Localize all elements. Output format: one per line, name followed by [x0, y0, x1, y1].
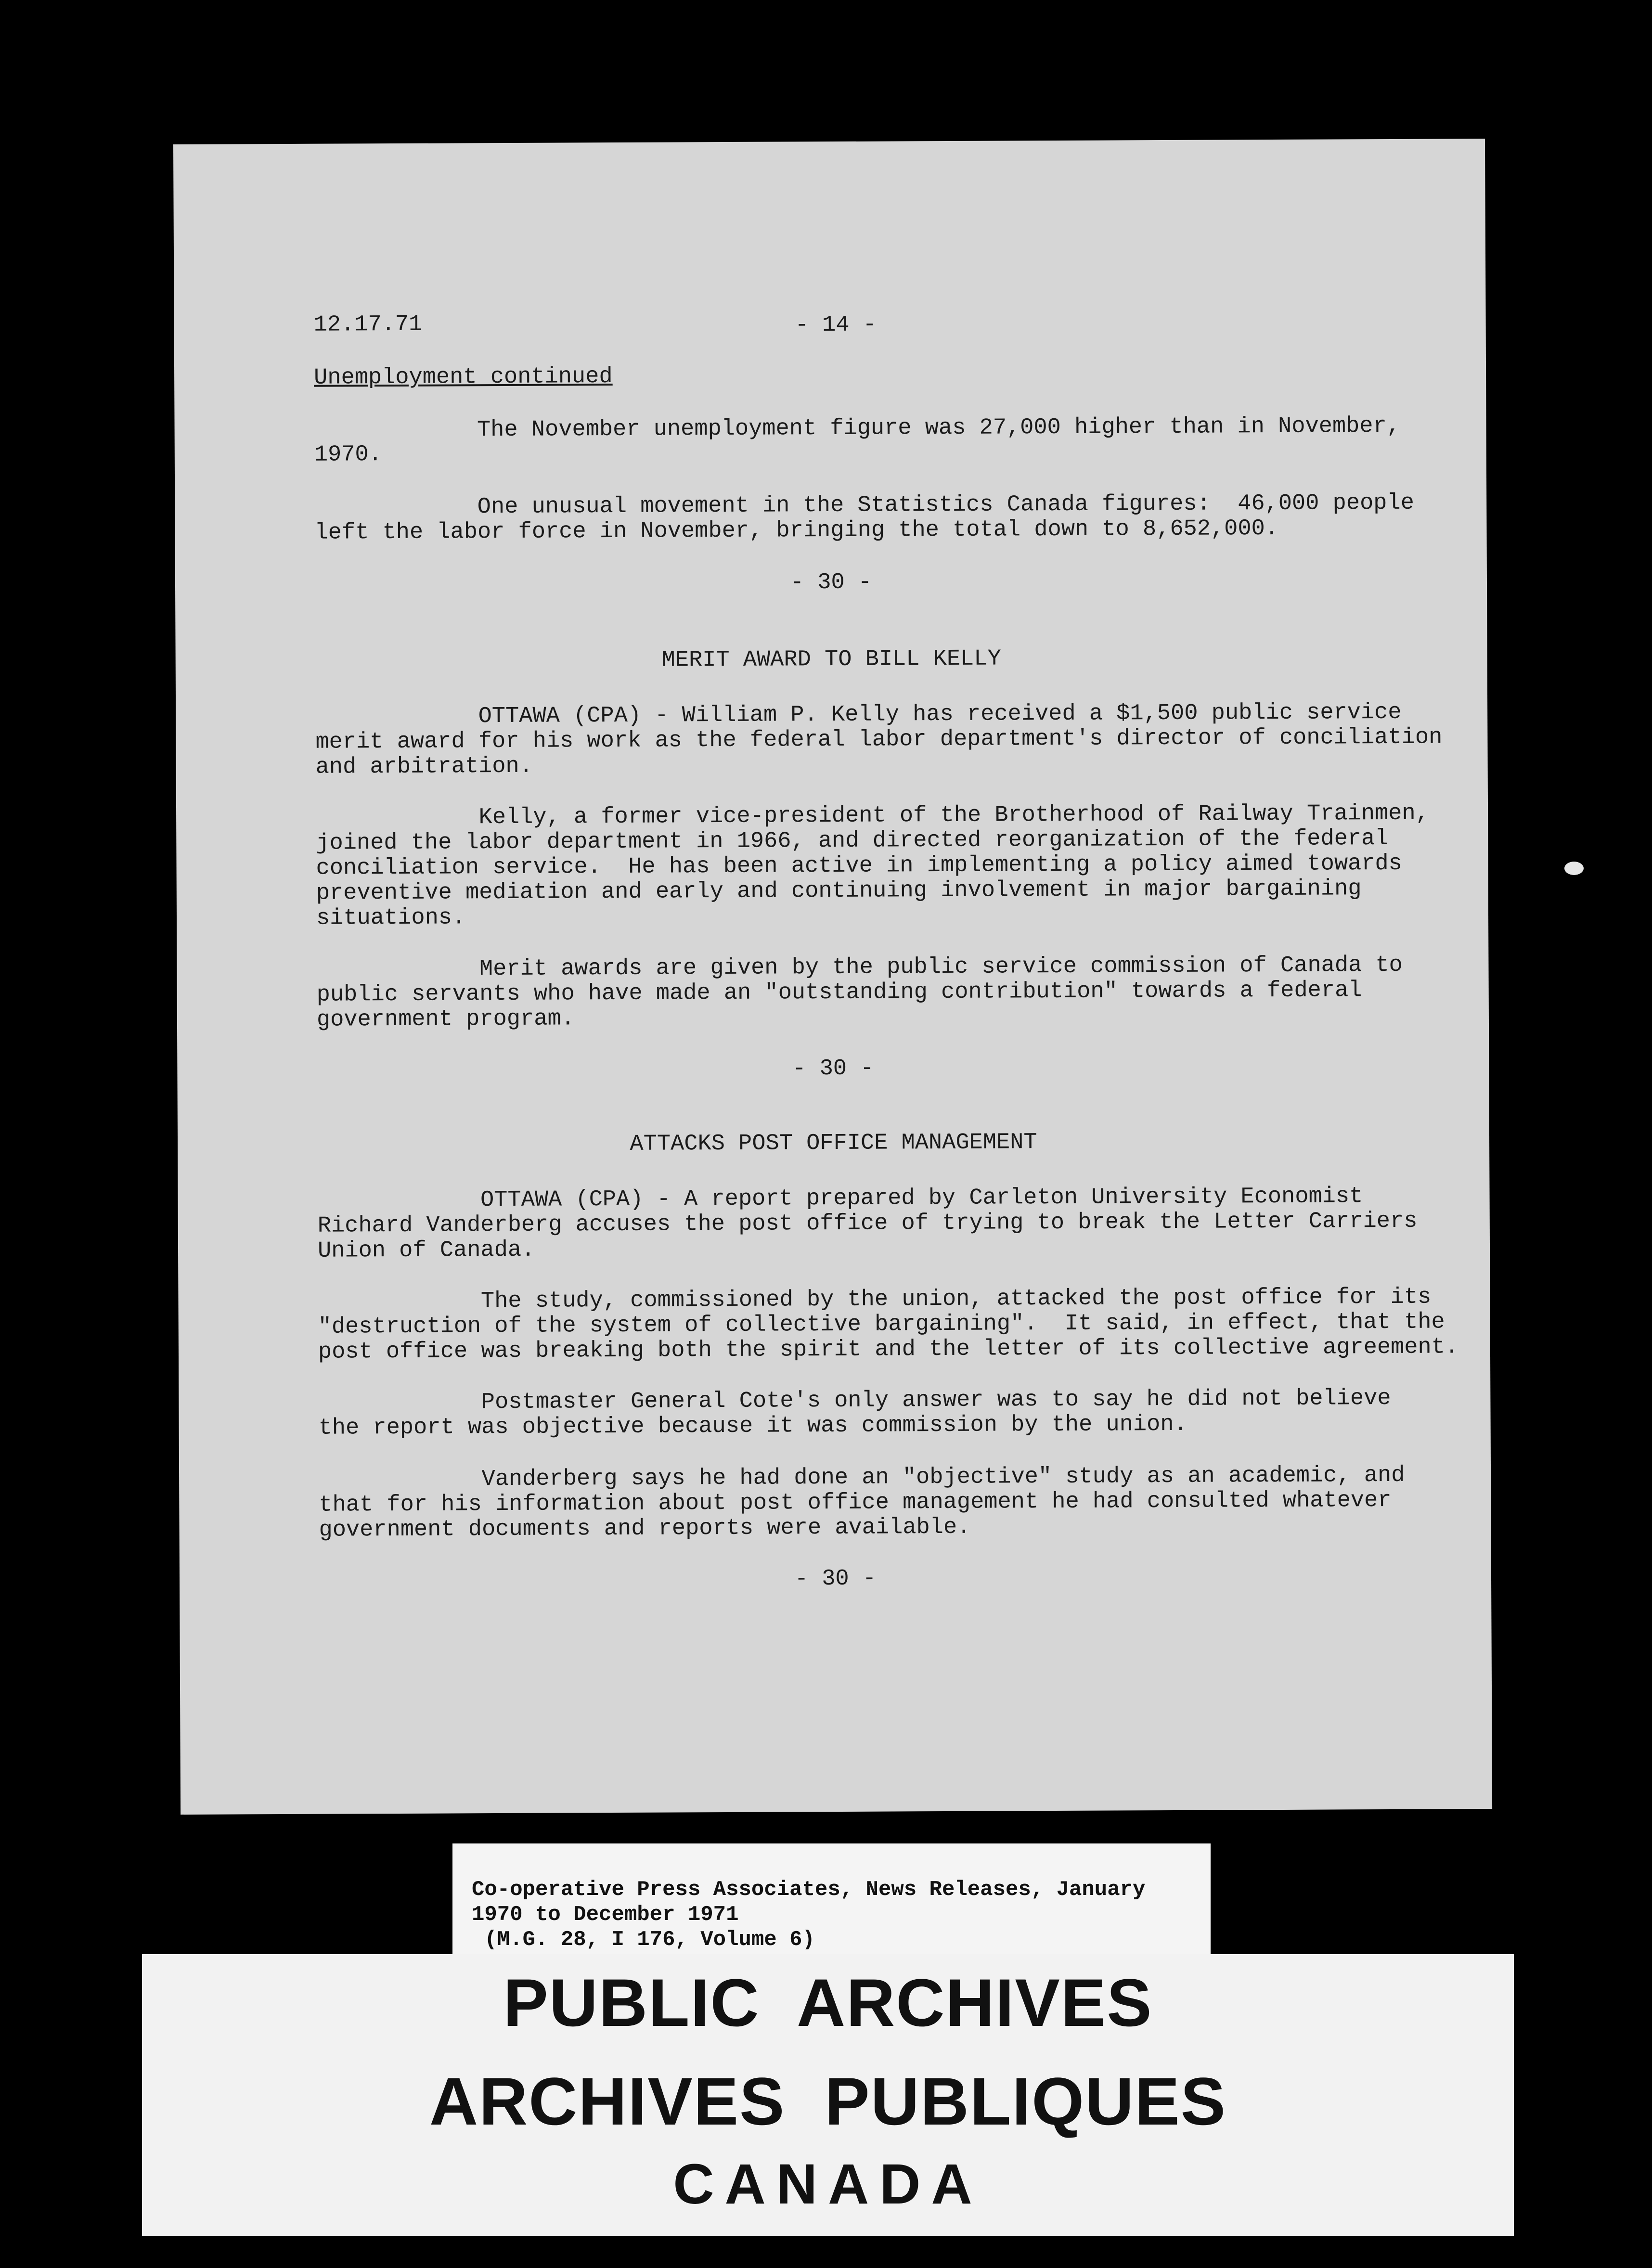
paragraph-line: that for his information about post office management he had consulted whatever [319, 1487, 1392, 1518]
paragraph-line: joined the labor department in 1966, and directed reorganization of the federal [316, 825, 1389, 856]
archives-label-strip [142, 1954, 1514, 2236]
paragraph-line: conciliation service. He has been active in implementing a policy aimed towards [316, 850, 1403, 881]
paragraph-line: Kelly, a former vice-president of the Brotherhood of Railway Trainmen, [315, 800, 1429, 831]
story-heading: MERIT AWARD TO BILL KELLY [661, 646, 1001, 673]
page-number: - 14 - [795, 312, 877, 338]
caption-line-2: 1970 to December 1971 [472, 1903, 739, 1927]
paragraph-line: preventive mediation and early and continuing involvement in major bargaining [316, 876, 1362, 906]
paragraph-line: the report was objective because it was commission by the union. [318, 1411, 1187, 1441]
end-marker: - 30 - [794, 1566, 877, 1592]
caption-line-1: Co-operative Press Associates, News Releases, January [472, 1878, 1146, 1902]
paragraph-line: government program. [316, 1006, 575, 1033]
section-heading: Unemployment continued [314, 364, 613, 391]
paragraph-line: left the labor force in November, bringing the total down to 8,652,000. [314, 515, 1279, 546]
paragraph-line: post office was breaking both the spirit and the letter of its collective agreement. [318, 1334, 1459, 1365]
archives-title-english: PUBLIC ARCHIVES [503, 1965, 1153, 2040]
paragraph-line: OTTAWA (CPA) - A report prepared by Carleton University Economist [317, 1184, 1363, 1214]
paragraph-line: Vanderberg says he had done an "objective" study as an academic, and [318, 1462, 1405, 1493]
paragraph-line: Richard Vanderberg accuses the post office of trying to break the Letter Carriers [317, 1208, 1418, 1239]
paragraph-line: public servants who have made an "outstanding contribution" towards a federal [316, 978, 1362, 1008]
paragraph-line: 1970. [314, 442, 382, 468]
end-marker: - 30 - [792, 1056, 874, 1082]
paragraph-line: One unusual movement in the Statistics Canada figures: 46,000 people [314, 490, 1414, 521]
paragraph-line: The November unemployment figure was 27,000 higher than in November, [314, 413, 1401, 444]
paragraph-line: merit award for his work as the federal labor department's director of conciliation [315, 724, 1443, 755]
paragraph-line: The study, commissioned by the union, attacked the post office for its [318, 1284, 1432, 1315]
scan-speck [1564, 862, 1584, 875]
collection-caption-card [452, 1843, 1211, 1954]
typed-page [173, 139, 1492, 1815]
paragraph-line: Union of Canada. [317, 1237, 535, 1264]
paragraph-line: Merit awards are given by the public service commission of Canada to [316, 952, 1403, 983]
story-heading: ATTACKS POST OFFICE MANAGEMENT [630, 1130, 1037, 1157]
paragraph-line: OTTAWA (CPA) - William P. Kelly has received a $1,500 public service [315, 699, 1402, 730]
document-date: 12.17.71 [313, 311, 423, 338]
paragraph-line: government documents and reports were available. [319, 1514, 971, 1543]
paragraph-line: situations. [316, 905, 466, 931]
end-marker: - 30 - [790, 569, 872, 596]
caption-line-3: (M.G. 28, I 176, Volume 6) [472, 1928, 815, 1952]
archives-title-french: ARCHIVES PUBLIQUES [429, 2063, 1226, 2139]
archives-country: CANADA [673, 2152, 983, 2216]
paragraph-line: and arbitration. [315, 753, 533, 780]
paragraph-line: Postmaster General Cote's only answer was to say he did not believe [318, 1385, 1391, 1416]
caption-text [472, 1877, 1145, 1952]
paragraph-line: "destruction of the system of collective bargaining". It said, in effect, that the [318, 1309, 1445, 1340]
